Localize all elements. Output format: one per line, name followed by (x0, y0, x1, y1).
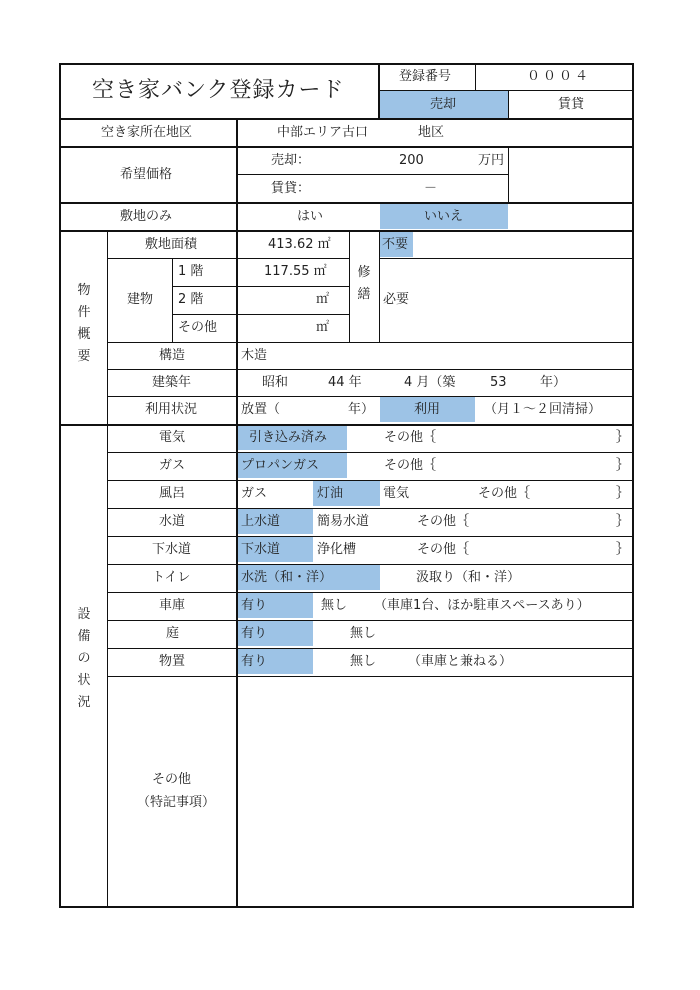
rent-option: 賃貸 (558, 97, 585, 112)
land-only-label: 敷地のみ (120, 209, 173, 224)
site-area-value: 413.62 ㎡ (268, 237, 331, 252)
sewer-other: その他｛ (417, 542, 470, 557)
bath-label: 風呂 (159, 486, 186, 501)
floor-2-label: 2 階 (178, 292, 204, 307)
floor-other-value: ㎡ (316, 320, 330, 335)
electric-opt1: 引き込み済み (249, 430, 328, 445)
electric-label: 電気 (159, 430, 186, 445)
location-suffix: 地区 (418, 125, 445, 140)
floor-1-label: 1 階 (178, 264, 204, 279)
gas-close: ｝ (616, 458, 630, 473)
sewer-opt2: 浄化槽 (317, 542, 357, 557)
gas-opt1: プロパンガス (241, 458, 320, 473)
floor-2-value: ㎡ (316, 292, 330, 307)
floor-1-value: 117.55 ㎡ (264, 264, 327, 279)
bath-other: その他｛ (478, 486, 531, 501)
price-label: 希望価格 (120, 167, 173, 182)
location-area: 中部エリア古口 (277, 125, 369, 140)
notes-label: その他 (152, 772, 192, 787)
built-age: 53 (490, 375, 507, 390)
structure-value: 木造 (241, 348, 268, 363)
building-label: 建物 (127, 292, 154, 307)
built-label: 建築年 (152, 375, 192, 390)
bath-opt1: ガス (241, 486, 268, 501)
toilet-label: トイレ (152, 570, 191, 585)
property-section-label: 物件概要 (77, 283, 91, 364)
toilet-opt1: 水洗（和・洋） (241, 570, 333, 585)
sewer-opt1: 下水道 (241, 542, 281, 557)
facilities-section-label: 設備の状況 (77, 607, 91, 710)
land-only-no: いいえ (424, 209, 464, 224)
usage-label: 利用状況 (145, 402, 198, 417)
floor-other-label: その他 (178, 320, 218, 335)
sewer-label: 下水道 (152, 542, 192, 557)
storage-note: （車庫と兼ねる） (408, 654, 513, 669)
storage-no: 無し (350, 654, 377, 669)
usage-note: （月１～２回清掃） (484, 402, 602, 417)
bath-opt3: 電気 (383, 486, 410, 501)
sale-option: 売却 (430, 97, 457, 112)
notes-field[interactable] (238, 677, 632, 906)
garage-note: （車庫1台、ほか駐車スペースあり） (374, 598, 590, 613)
water-opt1: 上水道 (241, 514, 281, 529)
repair-needed: 必要 (383, 292, 410, 307)
water-other: その他｛ (417, 514, 470, 529)
price-rent-label: 賃貸： (271, 181, 311, 196)
bath-opt2: 灯油 (317, 486, 344, 501)
location-label: 空き家所在地区 (101, 125, 193, 140)
water-opt2: 簡易水道 (317, 514, 370, 529)
built-era: 昭和 (262, 375, 289, 390)
water-label: 水道 (159, 514, 186, 529)
gas-label: ガス (159, 458, 186, 473)
land-only-yes: はい (297, 209, 324, 224)
price-sale-label: 売却： (271, 153, 311, 168)
toilet-opt2: 汲取り（和・洋） (416, 570, 521, 585)
price-rent-value: － (424, 181, 438, 196)
storage-yes: 有り (241, 654, 268, 669)
garden-no: 無し (350, 626, 377, 641)
garden-yes: 有り (241, 626, 268, 641)
built-age-suffix: 年） (540, 375, 567, 390)
electric-other: その他｛ (384, 430, 437, 445)
site-area-label: 敷地面積 (145, 237, 198, 252)
reg-no-label: 登録番号 (399, 69, 452, 84)
garage-no: 無し (321, 598, 348, 613)
bath-close: ｝ (616, 486, 630, 501)
water-close: ｝ (616, 514, 630, 529)
page-title: 空き家バンク登録カード (92, 78, 345, 103)
gas-other: その他｛ (384, 458, 437, 473)
repair-unneeded: 不要 (382, 237, 409, 252)
notes-label-sub: （特記事項） (137, 795, 216, 810)
garage-yes: 有り (241, 598, 268, 613)
usage-in-use: 利用 (414, 402, 441, 417)
built-month: 4 月（築 (404, 375, 456, 390)
usage-left: 放置（ (241, 402, 281, 417)
sewer-close: ｝ (616, 542, 630, 557)
garden-label: 庭 (166, 626, 180, 641)
built-year: 44 年 (328, 375, 362, 390)
usage-year: 年） (348, 402, 375, 417)
repair-label: 修繕 (357, 265, 371, 302)
garage-label: 車庫 (159, 598, 186, 613)
reg-no-value: ０００４ (527, 69, 592, 84)
storage-label: 物置 (159, 654, 186, 669)
electric-close: ｝ (616, 430, 630, 445)
price-sale-unit: 万円 (478, 153, 505, 168)
structure-label: 構造 (159, 348, 186, 363)
price-sale-value: 200 (399, 153, 424, 168)
